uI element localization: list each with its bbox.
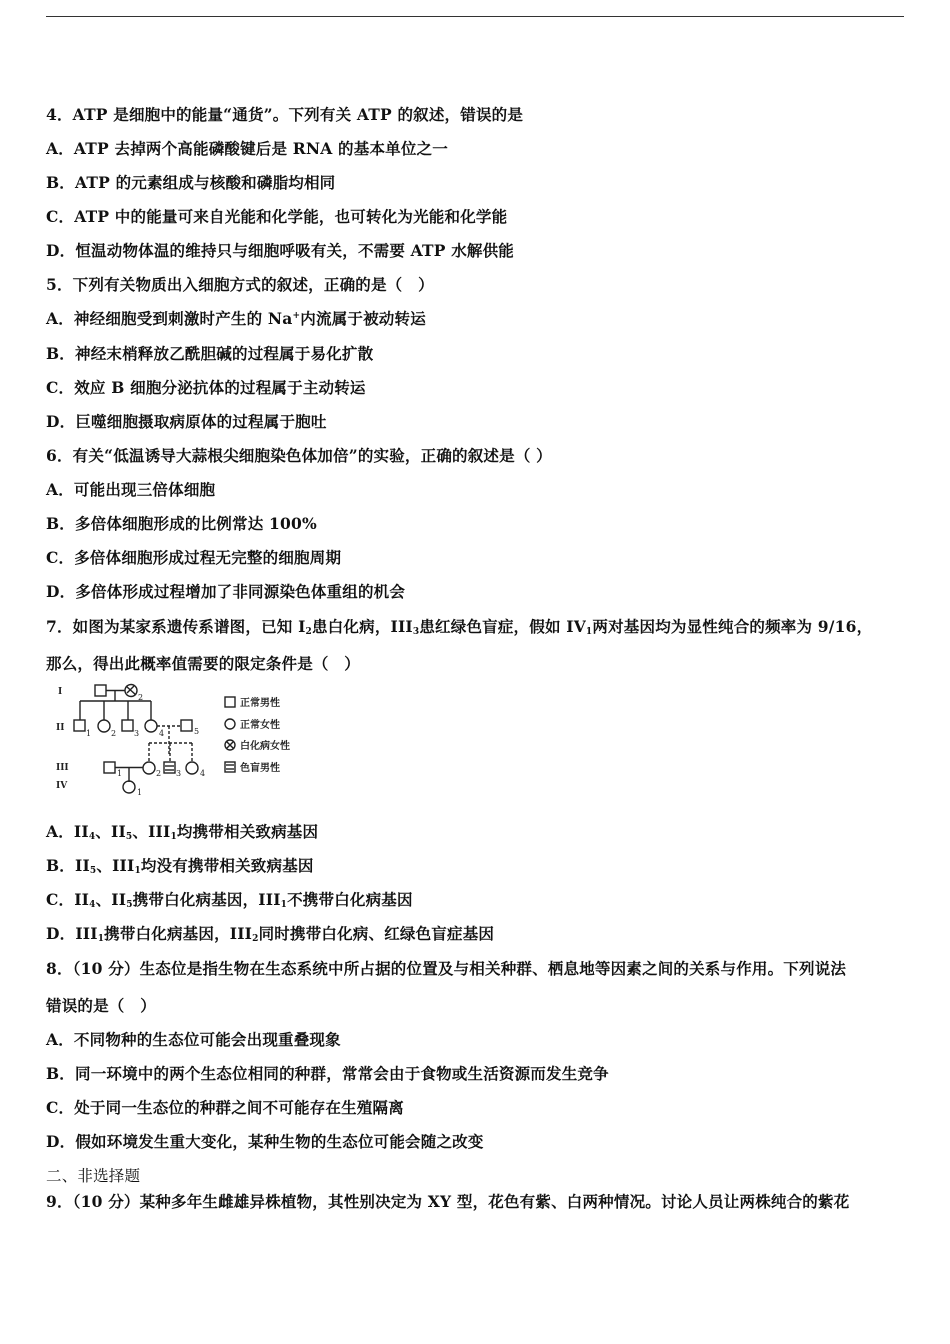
q8-stem-line2: 错误的是（ ）: [46, 996, 156, 1015]
q7-option-a: A．$II_4$、$II_5$、$III_1$均携带相关致病基因: [46, 822, 319, 842]
legend-normal-female: 正常女性: [240, 720, 280, 731]
q7-option-c: C．$II_4$、$II_5$携带白化病基因，$III_1$不携带白化病基因: [46, 890, 413, 910]
legend-albino-female: 白化病女性: [240, 741, 290, 752]
svg-text:2: 2: [138, 693, 144, 702]
pedigree-II2-female: [98, 720, 110, 732]
q7-option-b: B．$II_5$、$III_1$均没有携带相关致病基因: [46, 856, 314, 876]
q5-option-a: A．神经细胞受到刺激时产生的 Na+内流属于被动转运: [46, 309, 426, 328]
legend-normal-male: 正常男性: [240, 698, 280, 709]
svg-text:5: 5: [194, 727, 200, 736]
pedigree-figure: [52, 682, 312, 798]
pedigree-III3-colorblind-male: [164, 762, 175, 773]
legend-normal-male-icon: [225, 697, 235, 707]
q5-stem: 5．下列有关物质出入细胞方式的叙述，正确的是（ ）: [46, 275, 434, 294]
q7-option-d: D．$III_1$携带白化病基因，$III_2$同时携带白化病、红绿色盲症基因: [46, 924, 495, 944]
svg-text:3: 3: [134, 729, 140, 738]
q7-stem-line1: 7．如图为某家系遗传系谱图，已知 $I_2$患白化病，$III_3$患红绿色盲症，假如 $IV_1$两对基因均为显性纯合的频率为 9/16，: [46, 617, 873, 637]
legend-colorblind-male-icon: [225, 762, 235, 772]
svg-text:4: 4: [159, 729, 165, 738]
q4-option-c: C．ATP 中的能量可来自光能和化学能，也可转化为光能和化学能: [46, 207, 508, 226]
pedigree-I1-male: [95, 685, 106, 696]
section-heading-non-choice: 二、非选择题: [46, 1167, 141, 1185]
q4-stem: 4．ATP 是细胞中的能量“通货”。下列有关 ATP 的叙述，错误的是: [46, 105, 524, 124]
q8-option-a: A．不同物种的生态位可能会出现重叠现象: [46, 1030, 341, 1049]
q6-stem: 6．有关“低温诱导大蒜根尖细胞染色体加倍”的实验，正确的叙述是（ ）: [46, 446, 552, 465]
q8-stem-line1: 8．（10 分）生态位是指生物在生态系统中所占据的位置及与相关种群、栖息地等因素之间的关系与作用。下列说法: [46, 959, 847, 978]
gen-label-I: I: [58, 687, 63, 697]
q6-option-d: D．多倍体形成过程增加了非同源染色体重组的机会: [46, 582, 406, 601]
svg-text:3: 3: [176, 769, 182, 778]
legend-colorblind-male: 色盲男性: [240, 763, 280, 774]
svg-text:2: 2: [111, 729, 117, 738]
q5-option-b: B．神经末梢释放乙酰胆碱的过程属于易化扩散: [46, 344, 374, 363]
pedigree-II1-male: [74, 720, 85, 731]
q9-stem: 9．（10 分）某种多年生雌雄异株植物，其性别决定为 XY 型，花色有紫、白两种情况。讨论人员让两株纯合的紫花: [46, 1192, 850, 1211]
header-rule: [46, 16, 904, 17]
pedigree-II4-female: [145, 720, 157, 732]
pedigree-III1-male: [104, 762, 115, 773]
pedigree-IV1-female: [123, 781, 135, 793]
legend-normal-female-icon: [225, 719, 235, 729]
svg-text:2: 2: [156, 769, 162, 778]
gen-label-II: II: [56, 723, 65, 733]
gen-label-IV: IV: [56, 781, 68, 791]
q5-option-c: C．效应 B 细胞分泌抗体的过程属于主动转运: [46, 378, 366, 397]
pedigree-III2-female: [143, 762, 155, 774]
q4-option-d: D．恒温动物体温的维持只与细胞呼吸有关，不需要 ATP 水解供能: [46, 241, 515, 260]
svg-text:1: 1: [137, 788, 143, 797]
q4-option-b: B．ATP 的元素组成与核酸和磷脂均相同: [46, 173, 336, 192]
q7-stem-line2: 那么，得出此概率值需要的限定条件是（ ）: [46, 654, 361, 673]
q6-option-b: B．多倍体细胞形成的比例常达 100%: [46, 514, 317, 533]
pedigree-III4-female: [186, 762, 198, 774]
q6-option-a: A．可能出现三倍体细胞: [46, 480, 216, 499]
pedigree-II5-male: [181, 720, 192, 731]
q8-option-b: B．同一环境中的两个生态位相同的种群，常常会由于食物或生活资源而发生竞争: [46, 1064, 609, 1083]
pedigree-II3-male: [122, 720, 133, 731]
q8-option-c: C．处于同一生态位的种群之间不可能存在生殖隔离: [46, 1098, 404, 1117]
svg-text:1: 1: [117, 769, 123, 778]
gen-label-III: III: [56, 763, 69, 773]
q8-option-d: D．假如环境发生重大变化，某种生物的生态位可能会随之改变: [46, 1132, 484, 1151]
q6-option-c: C．多倍体细胞形成过程无完整的细胞周期: [46, 548, 342, 567]
svg-text:1: 1: [86, 729, 92, 738]
svg-text:4: 4: [200, 769, 206, 778]
q5-option-d: D．巨噬细胞摄取病原体的过程属于胞吐: [46, 412, 327, 431]
q4-option-a: A．ATP 去掉两个高能磷酸键后是 RNA 的基本单位之一: [46, 139, 448, 158]
